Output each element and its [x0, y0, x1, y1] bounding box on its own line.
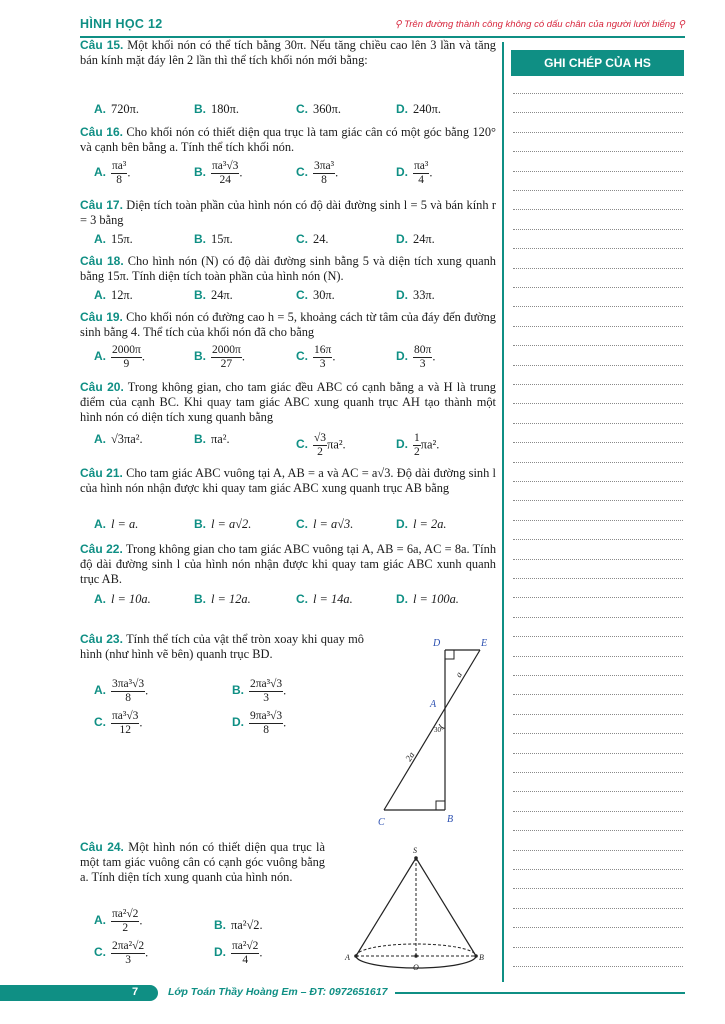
note-line[interactable] [513, 326, 683, 327]
option-b[interactable]: B. 180π. [194, 102, 239, 116]
line-sa [356, 858, 416, 956]
option-d[interactable]: D. 33π. [396, 288, 435, 302]
page-number: 7 [132, 986, 139, 998]
option-a[interactable]: A. $\frac{\text{3πa³√3}}{8}$ . [94, 678, 149, 704]
note-line[interactable] [513, 675, 683, 676]
note-line[interactable] [513, 559, 683, 560]
line-ec [384, 650, 480, 810]
option-a[interactable]: A. l = a. [94, 517, 139, 531]
point-s [414, 856, 418, 860]
notes-column-divider [502, 42, 504, 982]
note-line[interactable] [513, 966, 683, 967]
note-line[interactable] [513, 927, 683, 928]
question-23: Câu 23. Tính thể tích của vật thể tròn xoay khi quay mô hình (như hình vẽ bên) quanh trục BD. [80, 632, 365, 662]
note-line[interactable] [513, 772, 683, 773]
option-b[interactable]: B. 15π. [194, 232, 233, 246]
option-a[interactable]: A. $\frac{2000\pi}{9}$ . [94, 344, 145, 370]
note-line[interactable] [513, 365, 683, 366]
option-c[interactable]: C. 30π. [296, 288, 335, 302]
label-a: A [345, 953, 350, 962]
note-line[interactable] [513, 190, 683, 191]
point-b [474, 954, 478, 958]
note-line[interactable] [513, 636, 683, 637]
question-22: Câu 22. Trong không gian cho tam giác ABC vuông tại A, AB = 6a, AC = 8a. Tính độ dài đường sinh l của hình nón nhận được khi quay tam giác ABC xunh quanh trục AB. [80, 542, 497, 587]
option-d[interactable]: D. $\frac{\text{πa³}}{4}$ . [396, 160, 433, 186]
note-line[interactable] [513, 753, 683, 754]
note-line[interactable] [513, 539, 683, 540]
note-line[interactable] [513, 229, 683, 230]
pin-icon: ⚲ [678, 19, 685, 30]
label-s: S [413, 846, 417, 855]
point-a [354, 954, 358, 958]
note-line[interactable] [513, 384, 683, 385]
label-a-length: a [453, 669, 465, 680]
note-line[interactable] [513, 617, 683, 618]
question-17: Câu 17. Diện tích toàn phần của hình nón có độ dài đường sinh l = 5 và bán kính r = 3 bằng [80, 198, 497, 228]
label-angle: 30° [434, 726, 444, 734]
note-line[interactable] [513, 403, 683, 404]
option-c[interactable]: C. 24. [296, 232, 329, 246]
option-b[interactable]: B. l = 12a. [194, 592, 251, 606]
figure-q24 [340, 844, 500, 979]
note-line[interactable] [513, 306, 683, 307]
note-line[interactable] [513, 597, 683, 598]
label-e: E [481, 638, 488, 649]
option-b[interactable]: B. l = a√2. [194, 517, 252, 531]
note-line[interactable] [513, 947, 683, 948]
option-b[interactable]: B. $\frac{2000\pi}{27}$ . [194, 344, 245, 370]
note-line[interactable] [513, 462, 683, 463]
question-24: Câu 24. Một hình nón có thiết diện qua trục là một tam giác vuông cân có cạnh góc vuông bằng a. Tính diện tích xung quanh của hình nón. [80, 840, 325, 885]
question-16: Câu 16. Cho khối nón có thiết diện qua trục là tam giác cân có một góc bằng 120° và cạnh bên bằng a. Tính thể tích khối nón. [80, 125, 496, 155]
label-b: B [447, 814, 454, 825]
point-o [414, 954, 418, 958]
note-line[interactable] [513, 268, 683, 269]
footer-text: Lớp Toán Thầy Hoàng Em – ĐT: 0972651617 [168, 986, 388, 998]
option-b[interactable]: B. πa². [194, 432, 230, 446]
header-slogan: ⚲ Trên đường thành công không có dấu chân của người lười biếng ⚲ [394, 19, 685, 30]
option-d[interactable]: D. $\frac{80\pi}{3}$ . [396, 344, 436, 370]
question-15: Câu 15. Một khối nón có thể tích bằng 30π. Nếu tăng chiều cao lên 3 lần và tăng bán kính mặt đáy lên 2 lần thì thể tích khối nón mới bằng: [80, 38, 496, 68]
header-title: HÌNH HỌC 12 [80, 17, 163, 31]
note-line[interactable] [513, 248, 683, 249]
option-a[interactable]: A. √3πa². [94, 432, 143, 446]
option-d[interactable]: D. $\frac{1}{2}$ πa². [396, 432, 440, 458]
option-c[interactable]: C. l = 14a. [296, 592, 353, 606]
option-c[interactable]: C. $\frac{\text{2πa²√2}}{3}$ . [94, 940, 149, 966]
option-c[interactable]: C. $\frac{\text{3πa³}}{8}$ . [296, 160, 339, 186]
right-angle-b [436, 801, 445, 810]
option-b[interactable]: B. πa²√2. [214, 918, 263, 932]
option-c[interactable]: C. $\frac{16\pi}{3}$ . [296, 344, 336, 370]
option-c[interactable]: C. 360π. [296, 102, 341, 116]
option-a[interactable]: A. 720π. [94, 102, 139, 116]
question-21: Câu 21. Cho tam giác ABC vuông tại A, AB = a và AC = a√3. Độ dài đường sinh l của hình nón nhận được khi quay tam giác ABC xung quanh trục AB bằng [80, 466, 496, 496]
option-d[interactable]: D. 24π. [396, 232, 435, 246]
pin-icon: ⚲ [394, 19, 402, 30]
option-a[interactable]: A. 12π. [94, 288, 133, 302]
note-line[interactable] [513, 520, 683, 521]
note-line[interactable] [513, 112, 683, 113]
label-b: B [479, 953, 484, 962]
option-c[interactable]: C. $\frac{√3}{2}$ πa². [296, 432, 346, 458]
label-d: D [433, 638, 441, 649]
note-line[interactable] [513, 442, 683, 443]
option-d[interactable]: D. $\frac{\text{9πa³√3}}{8}$ . [232, 710, 287, 736]
question-18: Câu 18. Cho hình nón (N) có độ dài đường sinh bằng 5 và diện tích xung quanh bằng 15π. Tính diện tích toàn phần của hình nón (N). [80, 254, 496, 284]
note-line[interactable] [513, 869, 683, 870]
note-line[interactable] [513, 93, 683, 94]
label-2a-length: 2a [403, 750, 417, 764]
right-angle-d [445, 650, 454, 659]
option-a[interactable]: A. $\frac{\text{πa²√2}}{2}$ . [94, 908, 143, 934]
option-a[interactable]: A. 15π. [94, 232, 133, 246]
note-line[interactable] [513, 850, 683, 851]
note-line[interactable] [513, 500, 683, 501]
option-d[interactable]: D. l = 100a. [396, 592, 459, 606]
note-line[interactable] [513, 830, 683, 831]
note-line[interactable] [513, 209, 683, 210]
note-line[interactable] [513, 132, 683, 133]
option-b[interactable]: B. $\frac{\text{πa³√3}}{24}$ . [194, 160, 243, 186]
note-line[interactable] [513, 694, 683, 695]
option-b[interactable]: B. 24π. [194, 288, 233, 302]
note-line[interactable] [513, 345, 683, 346]
option-d[interactable]: D. $\frac{\text{πa²√2}}{4}$ . [214, 940, 263, 966]
note-line[interactable] [513, 791, 683, 792]
footer-divider [395, 992, 685, 994]
note-line[interactable] [513, 151, 683, 152]
question-19: Câu 19. Cho khối nón có đường cao h = 5, khoảng cách từ tâm của đáy đến đường sinh bằng 4. Thể tích của khối nón đã cho bằng [80, 310, 496, 340]
label-c: C [378, 817, 385, 828]
option-d[interactable]: D. 240π. [396, 102, 441, 116]
question-20: Câu 20. Trong không gian, cho tam giác đều ABC có cạnh bằng a và H là trung điểm của cạnh BC. Khi quay tam giác ABC xung quanh trục AH tạo thành một hình nón có diện tích xung quanh bằng [80, 380, 497, 425]
line-sb [416, 858, 476, 956]
option-d[interactable]: D. l = 2a. [396, 517, 447, 531]
figure-q23 [370, 632, 500, 832]
option-a[interactable]: A. l = 10a. [94, 592, 151, 606]
note-line[interactable] [513, 888, 683, 889]
option-c[interactable]: C. $\frac{\text{πa³√3}}{12}$ . [94, 710, 143, 736]
note-line[interactable] [513, 578, 683, 579]
notes-title: GHI CHÉP CỦA HS [511, 50, 684, 76]
note-line[interactable] [513, 908, 683, 909]
note-line[interactable] [513, 811, 683, 812]
label-a: A [430, 699, 437, 710]
note-line[interactable] [513, 481, 683, 482]
option-a[interactable]: A. $\frac{\text{πa³}}{8}$ . [94, 160, 131, 186]
option-b[interactable]: B. $\frac{\text{2πa³√3}}{3}$ . [232, 678, 287, 704]
note-line[interactable] [513, 733, 683, 734]
note-line[interactable] [513, 423, 683, 424]
label-o: O [413, 963, 419, 972]
note-line[interactable] [513, 171, 683, 172]
option-c[interactable]: C. l = a√3. [296, 517, 354, 531]
note-line[interactable] [513, 714, 683, 715]
note-line[interactable] [513, 287, 683, 288]
note-line[interactable] [513, 656, 683, 657]
